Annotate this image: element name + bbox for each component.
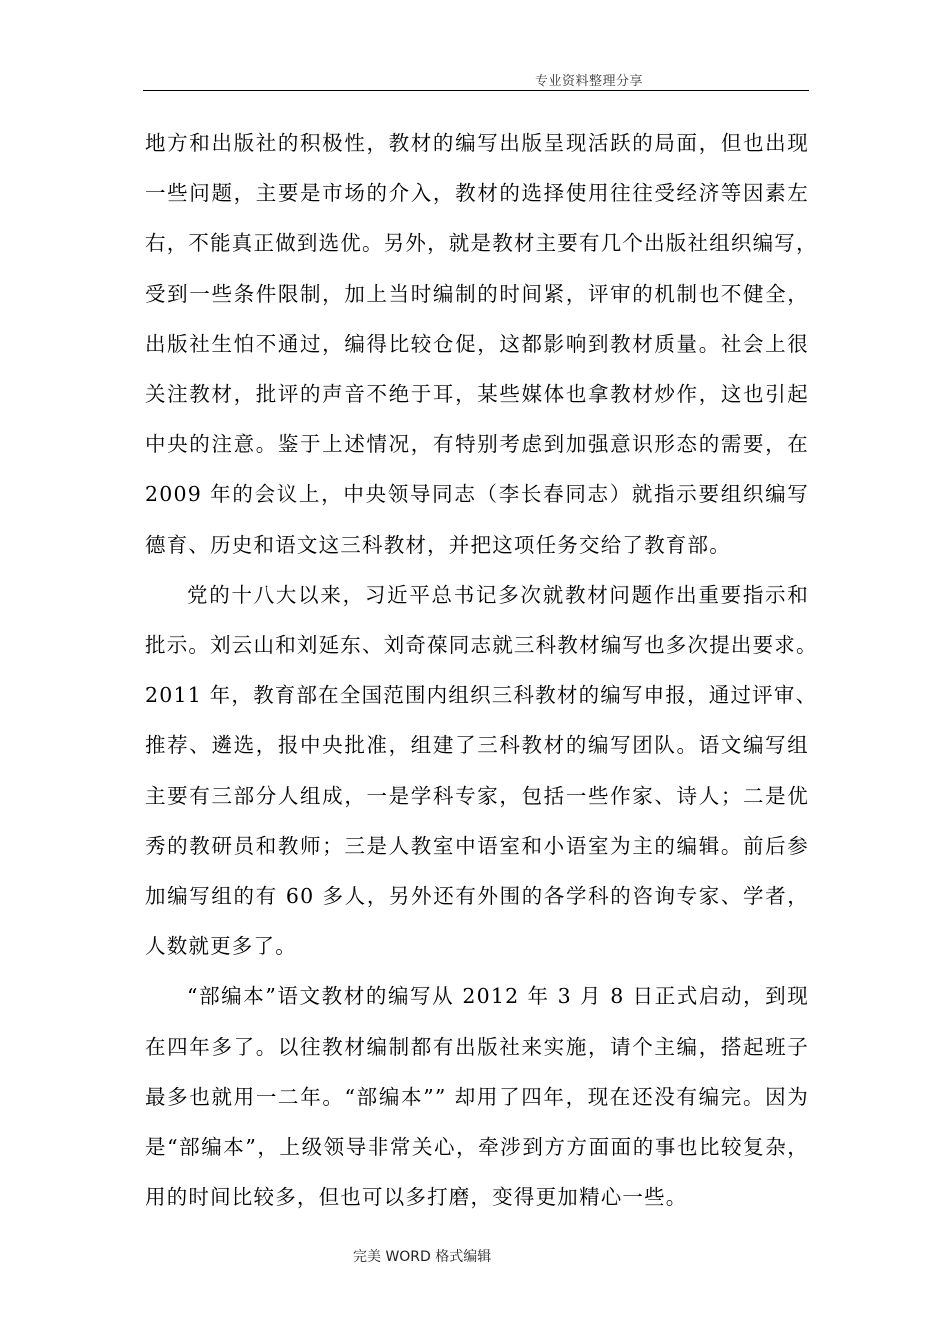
text-line: 关注教材，批评的声音不绝于耳，某些媒体也拿教材炒作，这也引起 xyxy=(145,382,809,407)
text-line: 用的时间比较多，但也可以多打磨，变得更加精心一些。 xyxy=(145,1185,688,1210)
text-line: 在四年多了。以往教材编制都有出版社来实施，请个主编，搭起班子 xyxy=(145,1034,809,1059)
footer-text: 完美 WORD 格式编辑 xyxy=(353,1249,492,1265)
paragraph xyxy=(145,118,818,570)
text-line: 德育、历史和语文这三科教材，并把这项任务交给了教育部。 xyxy=(145,532,731,557)
text-line: “部编本”语文教材的编写从 2012 年 3 月 8 日正式启动，到现 xyxy=(187,984,809,1009)
text-line: 出版社生怕不通过，编得比较仓促，这都影响到教材质量。社会上很 xyxy=(145,331,809,356)
paragraph xyxy=(145,570,818,972)
text-line: 秀的教研员和教师；三是人教室中语室和小语室为主的编辑。前后参 xyxy=(145,833,809,858)
text-line: 批示。刘云山和刘延东、刘奇葆同志就三科教材编写也多次提出要求。 xyxy=(145,633,818,658)
page-header xyxy=(143,64,809,91)
text-line: 一些问题，主要是市场的介入，教材的选择使用往往受经济等因素左 xyxy=(145,181,809,206)
text-line: 2009 年的会议上，中央领导同志（李长春同志）就指示要组织编写 xyxy=(145,482,809,507)
text-line: 党的十八大以来，习近平总书记多次就教材问题作出重要指示和 xyxy=(187,582,809,607)
text-line: 推荐、遴选，报中央批准，组建了三科教材的编写团队。语文编写组 xyxy=(145,733,809,758)
text-line: 是“部编本”，上级领导非常关心，牵涉到方方面面的事也比较复杂， xyxy=(145,1135,809,1160)
document-body xyxy=(145,118,818,1222)
paragraph xyxy=(145,971,809,1222)
text-line: 右，不能真正做到选优。另外，就是教材主要有几个出版社组织编写， xyxy=(145,231,818,256)
text-line: 地方和出版社的积极性，教材的编写出版呈现活跃的局面，但也出现 xyxy=(145,131,809,155)
text-line: 加编写组的有 60 多人，另外还有外围的各学科的咨询专家、学者， xyxy=(145,884,809,909)
header-text: 专业资料整理分享 xyxy=(534,74,643,89)
text-line: 人数就更多了。 xyxy=(145,934,297,959)
text-line: 主要有三部分人组成，一是学科专家，包括一些作家、诗人；二是优 xyxy=(145,783,809,808)
text-line: 最多也就用一二年。“部编本”” 却用了四年，现在还没有编完。因为 xyxy=(145,1084,809,1109)
text-line: 受到一些条件限制，加上当时编制的时间紧，评审的机制也不健全， xyxy=(145,281,809,306)
text-line: 2011 年，教育部在全国范围内组织三科教材的编写申报，通过评审、 xyxy=(145,683,818,708)
text-line: 中央的注意。鉴于上述情况，有特别考虑到加强意识形态的需要，在 xyxy=(145,432,809,457)
